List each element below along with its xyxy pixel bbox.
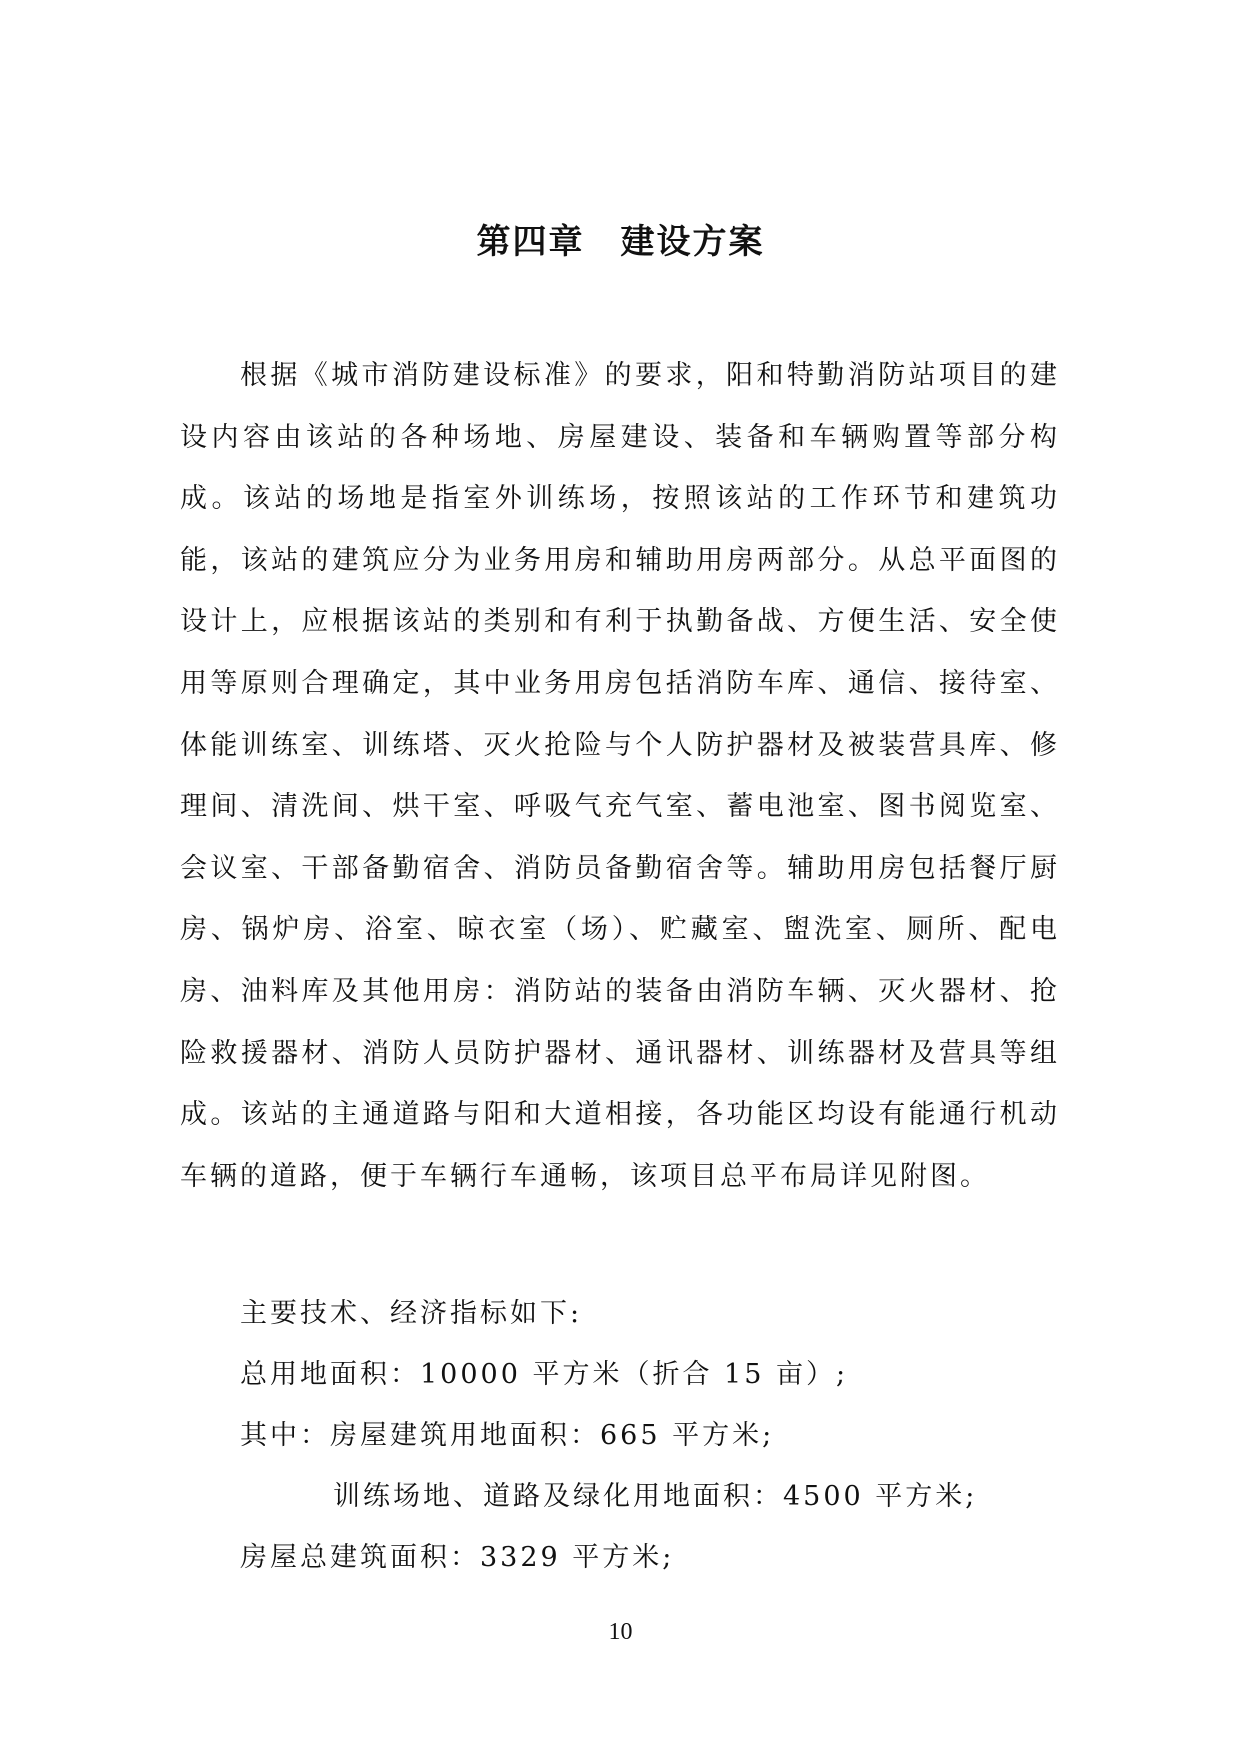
indicator-total-floor-area: 房屋总建筑面积：3329 平方米;: [240, 1542, 675, 1573]
indicator-training-road-green-area: 训练场地、道路及绿化用地面积：4500 平方米;: [333, 1481, 978, 1512]
page-number: 10: [608, 1619, 633, 1645]
body-paragraph: 根据《城市消防建设标准》的要求，阳和特勤消防站项目的建设内容由该站的各种场地、房屋建设、装备和车辆购置等部分构成。该站的场地是指室外训练场，按照该站的工作环节和建筑功能，该站的建筑应分为业务用房和辅助用房两部分。从总平面图的设计上，应根据该站的类别和有利于执勤备战、方便生活、安全使用等原则合理确定，其中业务用房包括消防车库、通信、接待室、体能训练室、训练塔、灭火抢险与个人防护器材及被装营具库、修理间、清洗间、烘干室、呼吸气充气室、蓄电池室、图书阅览室、会议室、干部备勤宿舍、消防员备勤宿舍等。辅助用房包括餐厅厨房、锅炉房、浴室、晾衣室（场）、贮藏室、盥洗室、厕所、配电房、油料库及其他用房：消防站的装备由消防车辆、灭火器材、抢险救援器材、消防人员防护器材、通讯器材、训练器材及营具等组成。该站的主通道路与阳和大道相接，各功能区均设有能通行机动车辆的道路，便于车辆行车通畅，该项目总平布局详见附图。: [180, 360, 1060, 1192]
indicator-list: [180, 1283, 1060, 1588]
chapter-title: [0, 218, 1241, 266]
chapter-title-text: 建设方案: [620, 222, 765, 262]
indicator-building-land-area: 其中：房屋建筑用地面积：665 平方米;: [240, 1420, 775, 1451]
indicator-intro: 主要技术、经济指标如下:: [240, 1298, 583, 1329]
chapter-number: 第四章: [476, 222, 585, 262]
indicator-total-land-area: 总用地面积：10000 平方米（折合 15 亩）;: [240, 1359, 849, 1390]
